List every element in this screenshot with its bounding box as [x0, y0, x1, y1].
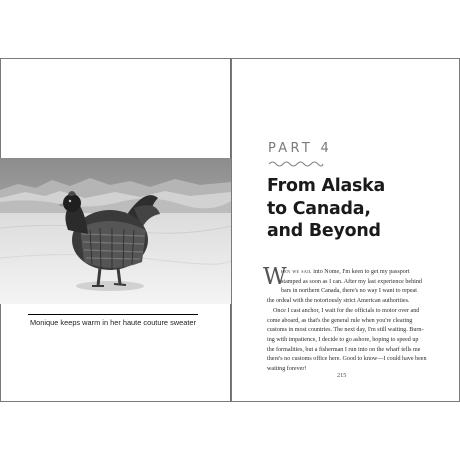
paragraph-1-line-3: bars in northern Canada, there's no way I want to repeat: [281, 288, 417, 295]
paragraph-1-line-4: the ordeal with the notoriously strict American authorities.: [267, 298, 410, 305]
paragraph-2-line-6: there's no customs office here. Good to know—I could have been: [267, 356, 427, 363]
decorative-squiggle: [268, 160, 324, 168]
paragraph-2-line-3: customs in most countries. The next day, I'm still waiting. Burn-: [267, 327, 424, 334]
title-line-2: to Canada,: [267, 198, 371, 219]
title-line-1: From Alaska: [267, 176, 386, 196]
opening-line-rest: into Nome, I'm keen to get my passport: [311, 269, 410, 275]
paragraph-2-line-1: Once I cast anchor, I wait for the officials to motor over and: [273, 307, 420, 314]
caption-rule: [28, 314, 198, 315]
paragraph-2-line-5: the formalities, but a fisherman I run into on the wharf tells me: [267, 346, 421, 353]
opening-smallcaps: hen we sail: [281, 269, 312, 275]
title-line-3: and Beyond: [267, 221, 381, 241]
part-label: PART 4: [268, 141, 333, 156]
paragraph-1-line-1: [267, 268, 440, 278]
paragraph-2-line-2: come aboard, as that's the general rule when you're clearing: [267, 317, 413, 324]
chapter-title: [267, 175, 447, 243]
chicken-in-snow-photo: [0, 158, 231, 304]
paragraph-1-line-2: stamped as soon as I can. After my last experience behind: [281, 278, 422, 285]
paragraph-2-line-7: waiting forever!: [267, 366, 307, 373]
chapter-body-text: [267, 268, 440, 375]
photo-caption: Monique keeps warm in her haute couture sweater: [30, 318, 196, 327]
page-number: 215: [337, 372, 347, 379]
drop-cap: W: [263, 264, 287, 290]
paragraph-2-line-4: ing with impatience, I decide to go ashore, hoping to speed up: [267, 336, 419, 343]
